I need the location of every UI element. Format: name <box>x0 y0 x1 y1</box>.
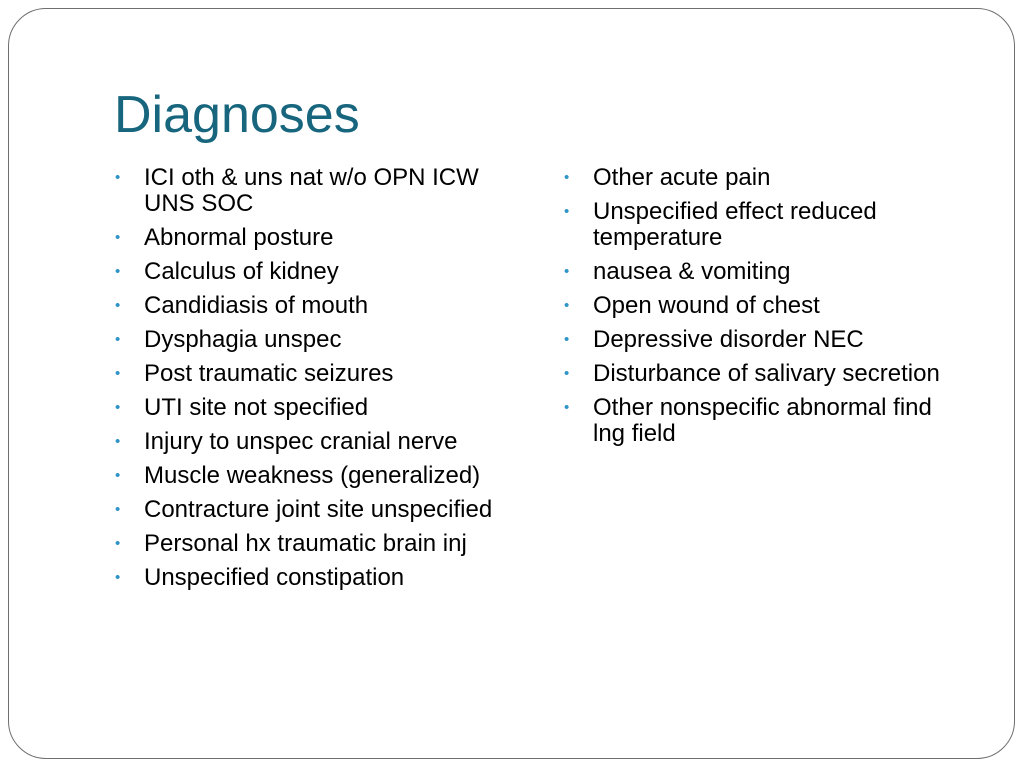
bullet-icon: • <box>115 297 121 314</box>
bullet-text: Dysphagia unspec <box>144 326 342 353</box>
bullet-text: nausea & vomiting <box>593 258 791 285</box>
bullet-item <box>115 361 525 387</box>
bullet-icon: • <box>115 501 121 518</box>
bullet-item <box>564 259 944 285</box>
slide-title: Diagnoses <box>114 86 360 144</box>
right-bullet-list <box>564 165 944 455</box>
bullet-item <box>115 165 525 217</box>
bullet-text: Unspecified constipation <box>144 564 405 591</box>
bullet-item <box>564 165 944 191</box>
bullet-item <box>564 293 944 319</box>
bullet-icon: • <box>115 399 121 416</box>
bullet-item <box>115 565 525 591</box>
bullet-item <box>115 463 525 489</box>
bullet-icon: • <box>564 399 570 416</box>
bullet-text: Other acute pain <box>593 164 771 191</box>
bullet-text: Abnormal posture <box>144 224 334 251</box>
left-bullet-list <box>115 165 525 599</box>
bullet-icon: • <box>115 365 121 382</box>
bullet-text: Contracture joint site unspecified <box>144 496 493 523</box>
bullet-text: UTI site not specified <box>144 394 369 421</box>
bullet-text: Candidiasis of mouth <box>144 292 369 319</box>
bullet-icon: • <box>115 263 121 280</box>
bullet-text: Calculus of kidney <box>144 258 339 285</box>
bullet-item <box>115 327 525 353</box>
bullet-item <box>115 293 525 319</box>
bullet-text: Open wound of chest <box>593 292 820 319</box>
bullet-icon: • <box>115 229 121 246</box>
bullet-icon: • <box>564 203 570 220</box>
bullet-item <box>564 199 944 251</box>
bullet-icon: • <box>115 331 121 348</box>
bullet-icon: • <box>564 263 570 280</box>
bullet-text: Other nonspecific abnormal find lng field <box>593 394 932 447</box>
bullet-item <box>115 497 525 523</box>
bullet-icon: • <box>564 297 570 314</box>
bullet-icon: • <box>115 467 121 484</box>
bullet-item <box>115 225 525 251</box>
bullet-icon: • <box>564 365 570 382</box>
bullet-item <box>564 327 944 353</box>
bullet-item <box>115 531 525 557</box>
bullet-item <box>115 259 525 285</box>
bullet-text: Post traumatic seizures <box>144 360 394 387</box>
bullet-text: Disturbance of salivary secretion <box>593 360 940 387</box>
bullet-text: Injury to unspec cranial nerve <box>144 428 458 455</box>
bullet-text: Unspecified effect reduced temperature <box>593 198 877 251</box>
bullet-item <box>564 361 944 387</box>
bullet-icon: • <box>115 169 121 186</box>
bullet-item <box>115 429 525 455</box>
bullet-icon: • <box>115 433 121 450</box>
bullet-item <box>115 395 525 421</box>
bullet-text: Depressive disorder NEC <box>593 326 864 353</box>
bullet-icon: • <box>564 331 570 348</box>
bullet-icon: • <box>115 535 121 552</box>
bullet-icon: • <box>564 169 570 186</box>
bullet-text: ICI oth & uns nat w/o OPN ICW UNS SOC <box>144 164 479 217</box>
bullet-item <box>564 395 944 447</box>
bullet-text: Muscle weakness (generalized) <box>144 462 481 489</box>
bullet-text: Personal hx traumatic brain inj <box>144 530 467 557</box>
bullet-icon: • <box>115 569 121 586</box>
